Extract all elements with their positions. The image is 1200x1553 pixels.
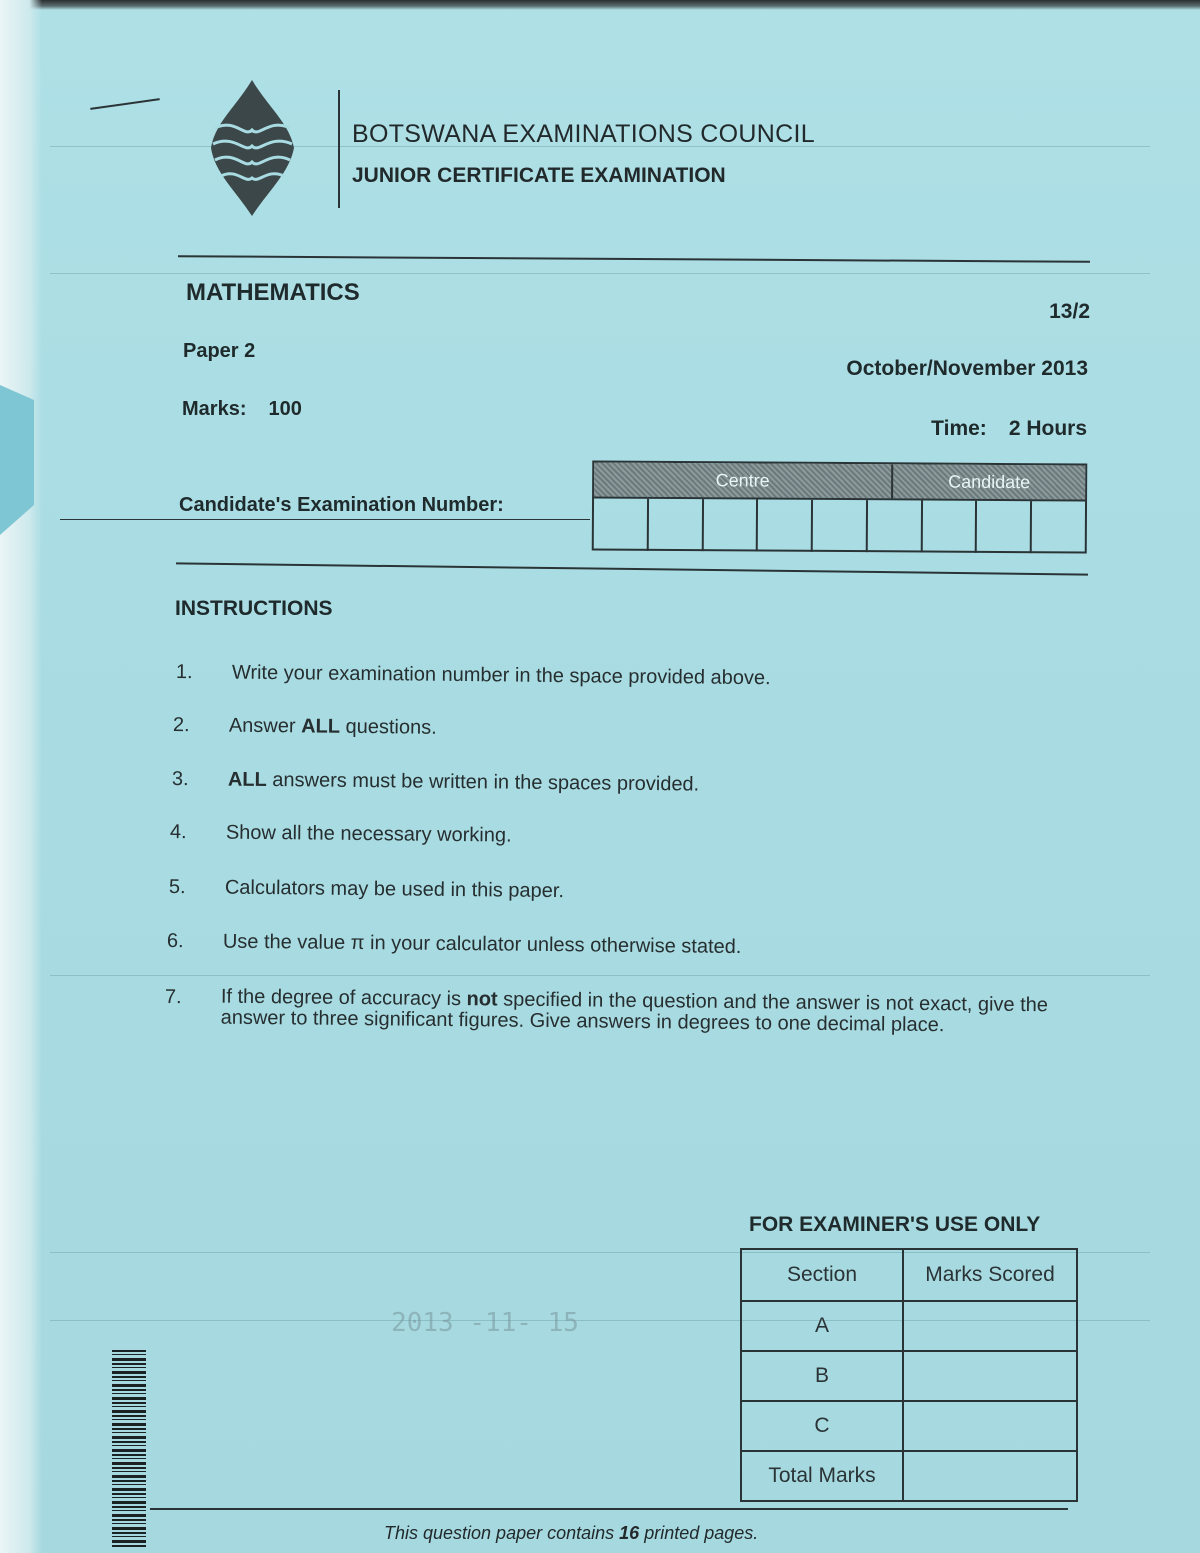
time-label: Time: — [931, 417, 987, 440]
centre-header: Centre — [594, 463, 893, 499]
marks-label: Marks: — [182, 398, 247, 420]
total-marks-cell[interactable] — [903, 1451, 1077, 1501]
section-column-header: Section — [741, 1249, 903, 1301]
centre-digit-box[interactable] — [649, 499, 704, 551]
stamp-date: 2013 -11- 15 — [391, 1308, 579, 1338]
instruction-number: 1. — [175, 661, 193, 684]
instruction-number: 7. — [164, 986, 182, 1009]
instruction-number: 3. — [171, 768, 189, 791]
received-stamp — [360, 1258, 610, 1468]
page-count: 16 — [619, 1523, 640, 1543]
instructions-title: INSTRUCTIONS — [175, 597, 333, 620]
table-header-row — [741, 1249, 1077, 1301]
instruction-text-part: Answer — [228, 714, 302, 738]
table-row — [741, 1451, 1077, 1501]
examination-name: JUNIOR CERTIFICATE EXAMINATION — [352, 164, 726, 187]
bec-logo-icon — [205, 78, 300, 218]
candidate-digit-box[interactable] — [922, 501, 977, 553]
organisation-name: BOTSWANA EXAMINATIONS COUNCIL — [352, 120, 815, 148]
header-divider — [338, 90, 340, 208]
instruction-text-part: Write your examination number in the space provided above. — [231, 661, 771, 690]
centre-digit-box[interactable] — [813, 500, 868, 552]
instruction-text — [232, 662, 771, 691]
footer-text: printed pages. — [639, 1523, 759, 1543]
candidate-digit-box[interactable] — [977, 501, 1032, 553]
table-row — [741, 1351, 1077, 1401]
paper-code: 13/2 — [1049, 300, 1090, 323]
instruction-emphasis: ALL — [227, 768, 267, 791]
candidate-number-grid — [592, 460, 1088, 553]
section-label: A — [741, 1301, 903, 1351]
instruction-number: 5. — [168, 876, 186, 899]
paper-number: Paper 2 — [183, 340, 256, 362]
instruction-emphasis: not — [466, 988, 498, 1011]
section-label: B — [741, 1351, 903, 1401]
header-rule — [178, 255, 1090, 263]
number-grid-header — [594, 463, 1085, 502]
number-grid-cells — [594, 499, 1085, 554]
page-count-note — [384, 1523, 758, 1544]
footer-text: This question paper contains — [384, 1523, 620, 1543]
instruction-number: 6. — [166, 930, 184, 953]
total-label: Total Marks — [741, 1451, 903, 1501]
marks-cell[interactable] — [903, 1301, 1077, 1351]
instruction-text-part: If the degree of accuracy is — [220, 985, 467, 1011]
instruction-text — [228, 769, 700, 797]
instruction-text-part: specified in the question and the answer is not exact, give the answer to three significant figures. Give answers in degrees to one decimal place. — [220, 988, 1049, 1037]
candidate-digit-box[interactable] — [1032, 501, 1085, 553]
instruction-text — [226, 822, 512, 848]
centre-digit-box[interactable] — [703, 499, 758, 551]
instruction-text — [221, 987, 1071, 1038]
total-marks — [182, 398, 302, 421]
table-row — [741, 1401, 1077, 1451]
instruction-text-part: Use the value π in your calculator unless otherwise stated. — [222, 930, 742, 959]
barcode — [112, 1350, 146, 1548]
instruction-number: 4. — [169, 821, 187, 844]
examiner-marks-table — [740, 1248, 1078, 1502]
section-label: C — [741, 1401, 903, 1451]
pen-mark — [90, 98, 160, 110]
footer-rule — [150, 1508, 1068, 1510]
instruction-text — [229, 715, 437, 740]
ruled-line — [50, 273, 1150, 274]
ruled-line — [50, 975, 1150, 976]
duration — [931, 417, 1087, 441]
subject-title: MATHEMATICS — [186, 279, 360, 306]
instruction-text — [225, 877, 564, 904]
candidate-number-label: Candidate's Examination Number: — [179, 494, 504, 516]
instruction-text-part: Show all the necessary working. — [225, 821, 512, 847]
marks-value: 100 — [268, 398, 302, 420]
instruction-text-part: questions. — [339, 715, 437, 739]
exam-session: October/November 2013 — [846, 357, 1088, 380]
marks-cell[interactable] — [903, 1401, 1077, 1451]
instruction-number: 2. — [172, 714, 190, 737]
scan-top-edge — [0, 0, 1200, 10]
candidate-rule — [176, 562, 1088, 575]
marks-cell[interactable] — [903, 1351, 1077, 1401]
instruction-text-part: Calculators may be used in this paper. — [224, 876, 565, 903]
time-value: 2 Hours — [1008, 417, 1087, 440]
candidate-digit-box[interactable] — [868, 500, 923, 552]
instruction-emphasis: ALL — [301, 715, 341, 738]
examiner-use-title: FOR EXAMINER'S USE ONLY — [749, 1213, 1041, 1236]
candidate-label-underline — [60, 519, 590, 520]
centre-digit-box[interactable] — [594, 499, 649, 551]
candidate-header: Candidate — [948, 471, 1031, 492]
centre-digit-box[interactable] — [758, 500, 813, 552]
instruction-text-part: answers must be written in the spaces provided. — [266, 768, 700, 796]
table-row — [741, 1301, 1077, 1351]
instruction-text — [223, 931, 742, 959]
scan-left-edge — [0, 0, 42, 1553]
marks-column-header: Marks Scored — [903, 1249, 1077, 1301]
